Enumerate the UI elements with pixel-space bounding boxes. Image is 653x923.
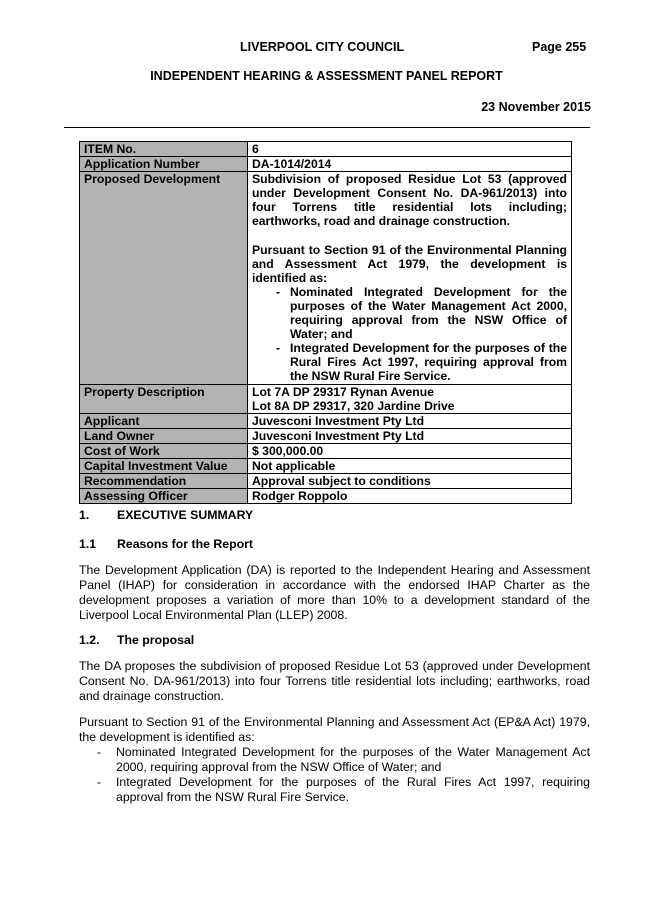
section-executive-summary bbox=[79, 508, 253, 522]
property-line-2: Lot 8A DP 29317, 320 Jardine Drive bbox=[252, 398, 455, 413]
application-details-table bbox=[79, 141, 572, 504]
assessing-officer-label: Assessing Officer bbox=[80, 489, 248, 504]
list-item: - Integrated Development for the purposes of the Rural Fires Act 1997, requiring approval from the NSW Rural Fire Service. bbox=[79, 775, 590, 805]
proposal-paragraph-2-text: Pursuant to Section 91 of the Environmental Planning and Assessment Act (EP&A Act) 1979, the development is identified as: bbox=[79, 715, 590, 744]
applicant-value: Juvesconi Investment Pty Ltd bbox=[248, 413, 572, 428]
list-item: - Nominated Integrated Development for the purposes of the Water Management Act 2000, requiring approval from the NSW Office of Water; and bbox=[276, 285, 567, 341]
item-no-value: 6 bbox=[248, 142, 572, 157]
proposed-development-para1: Subdivision of proposed Residue Lot 53 (approved under Development Consent No. DA-961/2013) into four Torrens title residential lots including; earthworks, road and drainage construction. bbox=[252, 172, 567, 229]
table-row bbox=[80, 157, 572, 172]
application-number-value: DA-1014/2014 bbox=[248, 157, 572, 172]
table-row bbox=[80, 458, 572, 473]
council-name: LIVERPOOL CITY COUNCIL bbox=[240, 40, 405, 54]
table-row bbox=[80, 428, 572, 443]
property-description-value bbox=[248, 384, 572, 413]
applicant-label: Applicant bbox=[80, 413, 248, 428]
list-item: - Integrated Development for the purposes of the Rural Fires Act 1997, requiring approval from the NSW Rural Fire Service. bbox=[276, 341, 567, 383]
reasons-paragraph: The Development Application (DA) is reported to the Independent Hearing and Assessment Panel (IHAP) for consideration in accordance with the endorsed IHAP Charter as the development proposes a variation of more than 10% to a development standard of the Liverpool Local Environmental Plan (LLEP) 2008. bbox=[79, 563, 590, 622]
page-number: Page 255 bbox=[532, 40, 587, 54]
capital-investment-value: Not applicable bbox=[248, 458, 572, 473]
proposed-development-list bbox=[252, 285, 567, 384]
list-item: - Nominated Integrated Development for the purposes of the Water Management Act 2000, requiring approval from the NSW Office of Water; and bbox=[79, 745, 590, 775]
proposed-development-label: Proposed Development bbox=[80, 172, 248, 384]
recommendation-value: Approval subject to conditions bbox=[248, 474, 572, 489]
section-number: 1.2. bbox=[79, 633, 100, 647]
application-number-label: Application Number bbox=[80, 157, 248, 172]
proposed-development-para2: Pursuant to Section 91 of the Environmental Planning and Assessment Act 1979, the development is identified as: bbox=[252, 242, 567, 285]
table-row bbox=[80, 142, 572, 157]
proposed-development-value bbox=[248, 172, 572, 384]
section-number: 1. bbox=[79, 508, 90, 522]
item-no-label: ITEM No. bbox=[80, 142, 248, 157]
table-row bbox=[80, 384, 572, 413]
section-number: 1.1 bbox=[79, 537, 97, 551]
proposal-list bbox=[79, 745, 590, 805]
section-title: EXECUTIVE SUMMARY bbox=[117, 508, 254, 522]
land-owner-label: Land Owner bbox=[80, 428, 248, 443]
table-row bbox=[80, 474, 572, 489]
table-row bbox=[80, 489, 572, 504]
cost-of-work-label: Cost of Work bbox=[80, 443, 248, 458]
report-date: 23 November 2015 bbox=[481, 100, 591, 114]
cost-of-work-value: $ 300,000.00 bbox=[248, 443, 572, 458]
table-row bbox=[80, 413, 572, 428]
capital-investment-label: Capital Investment Value bbox=[80, 458, 248, 473]
header-rule bbox=[64, 127, 590, 128]
assessing-officer-value: Rodger Roppolo bbox=[248, 489, 572, 504]
section-proposal bbox=[79, 633, 194, 647]
proposal-paragraph-2 bbox=[79, 715, 590, 805]
report-title: INDEPENDENT HEARING & ASSESSMENT PANEL REPORT bbox=[150, 69, 503, 83]
property-description-label: Property Description bbox=[80, 384, 248, 413]
table-row bbox=[80, 172, 572, 384]
table-row bbox=[80, 443, 572, 458]
land-owner-value: Juvesconi Investment Pty Ltd bbox=[248, 428, 572, 443]
section-title: Reasons for the Report bbox=[117, 537, 253, 551]
recommendation-label: Recommendation bbox=[80, 474, 248, 489]
section-reasons bbox=[79, 537, 253, 551]
section-title: The proposal bbox=[117, 633, 195, 647]
property-line-1: Lot 7A DP 29317 Rynan Avenue bbox=[252, 384, 434, 399]
proposal-paragraph-1: The DA proposes the subdivision of proposed Residue Lot 53 (approved under Development Consent No. DA-961/2013) into four Torrens title residential lots including; earthworks, road and drainage construction. bbox=[79, 659, 590, 703]
